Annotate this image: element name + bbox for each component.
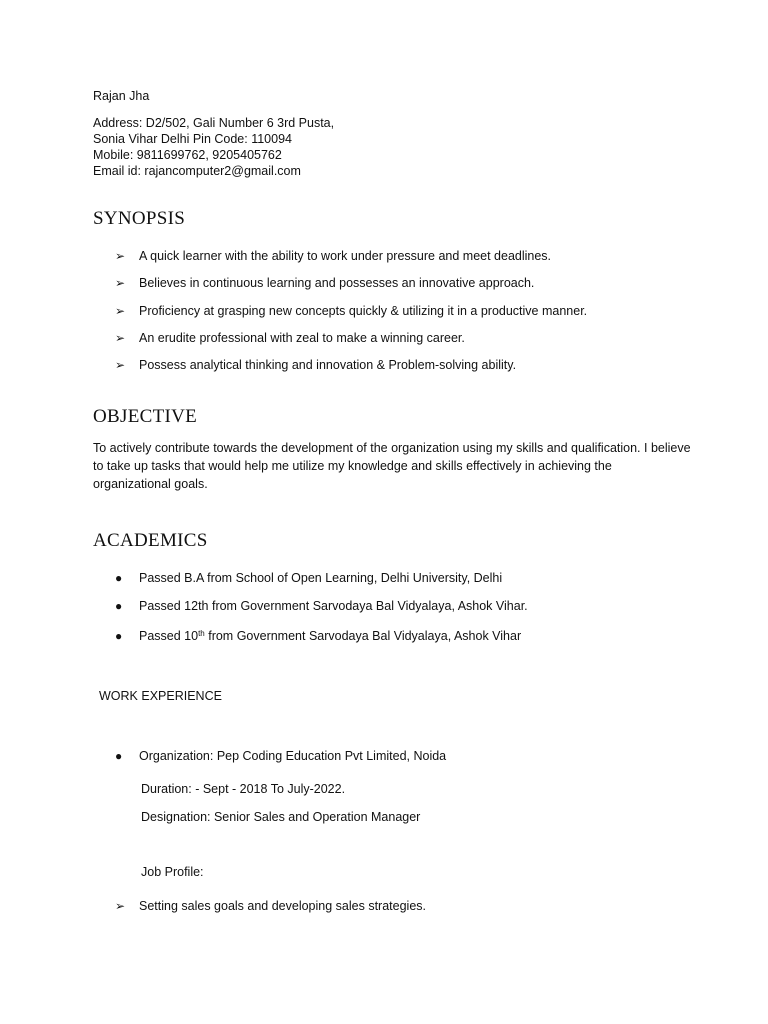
address-line-1: Address: D2/502, Gali Number 6 3rd Pusta, (93, 116, 335, 130)
academics-heading: ACADEMICS (93, 530, 208, 551)
address-line-2: Sonia Vihar Delhi Pin Code: 110094 (93, 132, 292, 146)
designation-line: Designation: Senior Sales and Operation Manager (141, 810, 421, 824)
academics-item-suffix: from Government Sarvodaya Bal Vidyalaya, Ashok Vihar (204, 629, 522, 643)
synopsis-heading: SYNOPSIS (93, 208, 186, 229)
synopsis-item: A quick learner with the ability to work under pressure and meet deadlines. (139, 249, 552, 263)
dot-bullet-icon: ● (115, 629, 123, 643)
objective-heading: OBJECTIVE (93, 406, 198, 427)
objective-text: To actively contribute towards the development of the organization using my skills and qualification. I believe to take up tasks that would help me utilize my knowledge and skills effectively in achieving the organizational goals. (93, 441, 691, 491)
dot-bullet-icon: ● (115, 571, 123, 585)
dot-bullet-icon: ● (115, 599, 123, 613)
dot-bullet-icon: ● (115, 749, 123, 763)
synopsis-item: An erudite professional with zeal to make a winning career. (139, 331, 465, 345)
contact-name: Rajan Jha (93, 89, 150, 103)
academics-item: Passed B.A from School of Open Learning, Delhi University, Delhi (139, 571, 503, 585)
mobile-line: Mobile: 9811699762, 9205405762 (93, 148, 282, 162)
duration-line: Duration: - Sept - 2018 To July-2022. (141, 782, 346, 796)
arrow-bullet-icon: ➢ (115, 304, 126, 318)
arrow-bullet-icon: ➢ (115, 276, 126, 290)
arrow-bullet-icon: ➢ (115, 899, 126, 913)
arrow-bullet-icon: ➢ (115, 249, 126, 263)
academics-item: Passed 12th from Government Sarvodaya Bal Vidyalaya, Ashok Vihar. (139, 599, 528, 613)
organization-line: Organization: Pep Coding Education Pvt Limited, Noida (139, 749, 447, 763)
job-profile-label: Job Profile: (141, 865, 204, 879)
ordinal-superscript: th (198, 629, 205, 638)
job-profile-item: Setting sales goals and developing sales strategies. (139, 899, 426, 913)
work-experience-heading: WORK EXPERIENCE (99, 689, 222, 703)
academics-item-prefix: Passed 10 (139, 629, 199, 643)
synopsis-item: Believes in continuous learning and possesses an innovative approach. (139, 276, 535, 290)
email-line: Email id: rajancomputer2@gmail.com (93, 164, 301, 178)
synopsis-item: Possess analytical thinking and innovation & Problem-solving ability. (139, 358, 517, 372)
academics-item (139, 628, 521, 644)
arrow-bullet-icon: ➢ (115, 331, 126, 345)
synopsis-item: Proficiency at grasping new concepts quickly & utilizing it in a productive manner. (139, 304, 588, 318)
arrow-bullet-icon: ➢ (115, 358, 126, 372)
